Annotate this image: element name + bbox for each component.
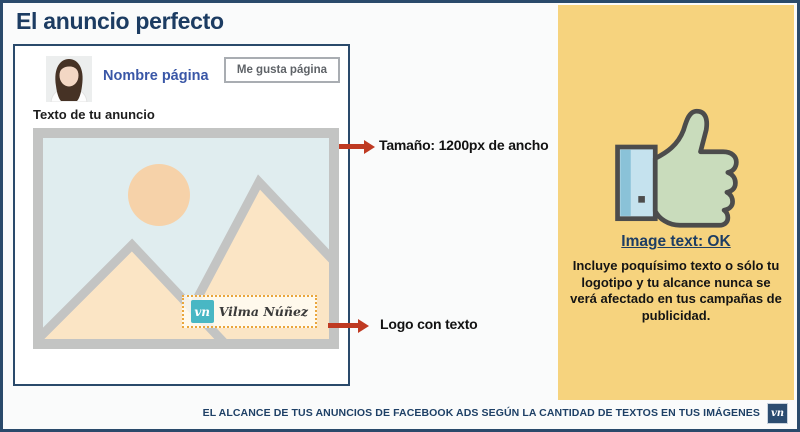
vn-logo-icon: vn — [767, 403, 788, 424]
annotation-logo: Logo con texto — [380, 316, 478, 332]
ad-mockup-box — [13, 44, 350, 386]
annotation-size: Tamaño: 1200px de ancho — [379, 137, 549, 153]
vn-logo-icon: vn — [191, 300, 214, 323]
ad-image-placeholder — [33, 128, 339, 349]
ad-copy-text: Texto de tu anuncio — [33, 107, 155, 122]
thumbs-up-icon — [609, 98, 743, 230]
brand-watermark — [182, 295, 317, 328]
result-panel — [558, 5, 794, 400]
page-title: El anuncio perfecto — [16, 8, 224, 34]
result-heading: Image text: OK — [621, 233, 731, 250]
avatar — [46, 56, 92, 102]
result-body-text: Incluye poquísimo texto o sólo tu logotipo y tu alcance nunca se verá afectado en tus campañas de publicidad. — [570, 258, 782, 323]
page-name-link[interactable]: Nombre página — [103, 68, 209, 84]
footer-caption: EL ALCANCE DE TUS ANUNCIOS DE FACEBOOK ADS SEGÚN LA CANTIDAD DE TEXTOS EN TUS IMÁGENES — [202, 407, 760, 419]
arrow-right-icon — [339, 144, 364, 149]
brand-name: Vilma Núñez — [218, 304, 308, 319]
like-page-button[interactable]: Me gusta página — [224, 57, 340, 83]
profile-photo-icon — [46, 56, 92, 102]
arrow-right-icon — [328, 323, 358, 328]
